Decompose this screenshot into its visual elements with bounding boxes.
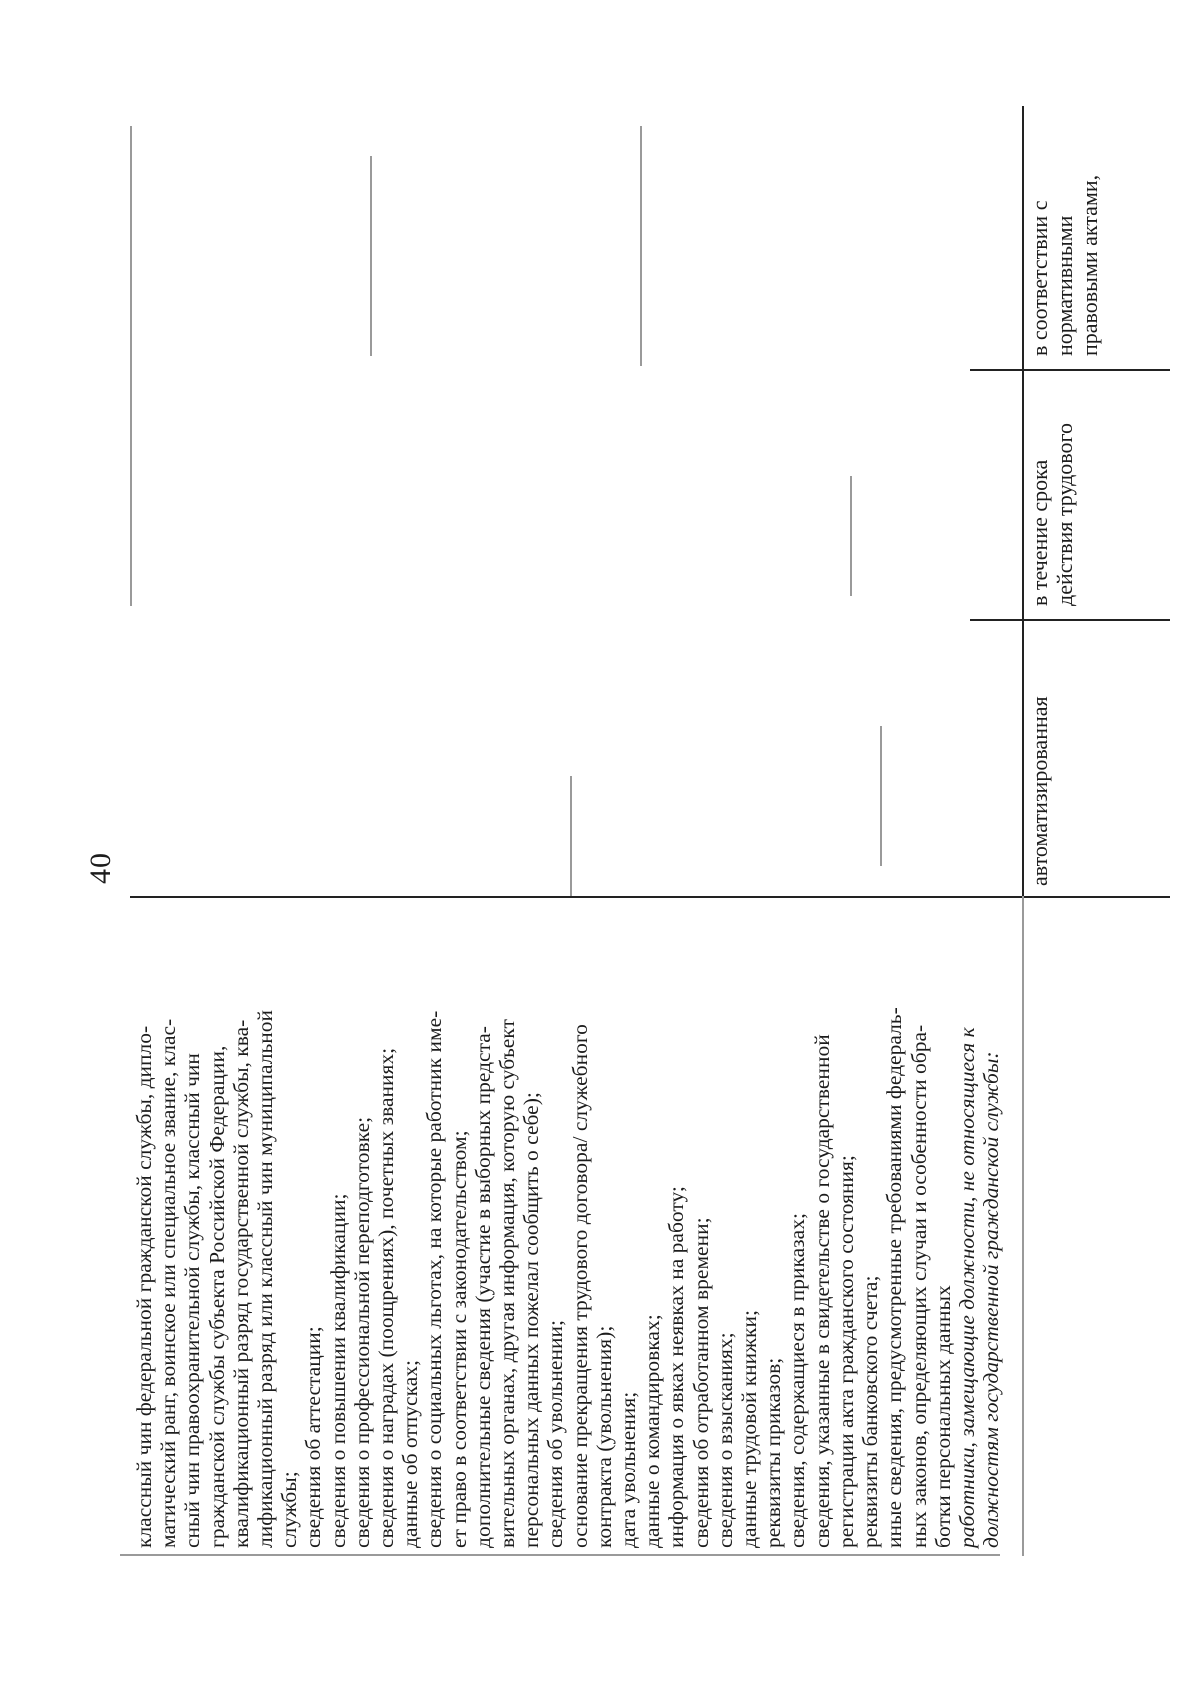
period-line: действия трудового: [1052, 422, 1077, 606]
list-line: сведения о профессиональной переподготовке;: [349, 1116, 374, 1548]
page-number: 40: [84, 852, 117, 884]
list-line: вительных органах, другая информация, которую субъект: [495, 1019, 520, 1548]
list-line: регистрации акта гражданского состояния;: [833, 1155, 858, 1548]
table-rule: [970, 620, 1170, 622]
period-line: в течение срока: [1027, 459, 1052, 606]
list-line: реквизиты приказов;: [761, 1357, 786, 1548]
table-rule: [130, 126, 132, 606]
table-rule: [850, 476, 852, 596]
list-line: контракта (увольнения);: [591, 1325, 616, 1548]
list-line: иные сведения, предусмотренные требованиями федераль-: [882, 1007, 907, 1548]
list-line: сведения, содержащиеся в приказах;: [785, 1213, 810, 1548]
list-line: данные об отпусках;: [398, 1360, 423, 1548]
list-line: ных законов, определяющих случаи и особенности обра-: [906, 1024, 931, 1548]
list-line: дополнительные сведения (участие в выборных предста-: [470, 1026, 495, 1548]
table-rule: [640, 126, 642, 366]
table-rule: [120, 1555, 1000, 1557]
table-rule: [880, 726, 882, 866]
table-rule: [970, 370, 1170, 372]
list-line: матический ранг, воинское или специальное звание, клас-: [156, 1018, 181, 1548]
list-line: лификационный разряд или классный чин муниципальной: [253, 1009, 278, 1548]
table-rule: [570, 776, 572, 896]
list-line: службы;: [277, 1471, 302, 1548]
personal-data-list: [132, 888, 1003, 1548]
table-rule: [1022, 896, 1024, 1556]
list-line: сный чин правоохранительной службы, классный чин: [180, 1053, 205, 1548]
basis-line: нормативными: [1052, 215, 1077, 356]
italic-heading-line: должностям государственной гражданской службы:: [979, 1051, 1004, 1548]
list-line: реквизиты банковского счета;: [858, 1275, 883, 1548]
list-line: ботки персональных данных: [930, 1285, 955, 1548]
list-line: сведения о наградах (поощрениях), почетных званиях;: [374, 1047, 399, 1548]
list-line: персональных данных пожелал сообщить о себе);: [519, 1092, 544, 1548]
processing-type-cell: автоматизированная: [1027, 696, 1052, 886]
basis-line: в соответствии с: [1027, 200, 1052, 356]
list-line: сведения о взысканиях;: [712, 1332, 737, 1548]
list-line: дата увольнения;: [616, 1391, 641, 1548]
retention-period-cell: [1027, 423, 1077, 606]
list-line: данные трудовой книжки;: [737, 1310, 762, 1548]
list-line: сведения, указанные в свидетельстве о государственной: [809, 1034, 834, 1548]
list-line: сведения об аттестации;: [301, 1326, 326, 1548]
list-line: классный чин федеральной гражданской службы, дипло-: [132, 1025, 156, 1548]
list-line: квалификационный разряд государственной службы, ква-: [228, 1019, 253, 1548]
list-line: сведения о повышении квалификации;: [325, 1193, 350, 1548]
table-rule: [1022, 106, 1024, 896]
list-line: сведения об отработанном времени;: [688, 1217, 713, 1548]
list-line: данные о командировках;: [640, 1314, 665, 1548]
table-rule: [130, 897, 1170, 899]
list-line: сведения об увольнении;: [543, 1320, 568, 1548]
table-rule: [370, 156, 372, 356]
list-line: сведения о социальных льготах, на которые работник име-: [422, 1010, 447, 1548]
italic-heading-line: работники, замещающие должности, не относящиеся к: [954, 1027, 979, 1548]
list-line: информация о явках неявках на работу;: [664, 1186, 689, 1548]
legal-basis-cell: [1027, 175, 1102, 356]
list-line: основание прекращения трудового договора/ служебного: [567, 1024, 592, 1548]
list-line: ет право в соответствии с законодательством;: [446, 1130, 471, 1548]
basis-line: правовыми актами,: [1077, 174, 1102, 356]
list-line: гражданской службы субъекта Российской Федерации,: [204, 1045, 229, 1548]
